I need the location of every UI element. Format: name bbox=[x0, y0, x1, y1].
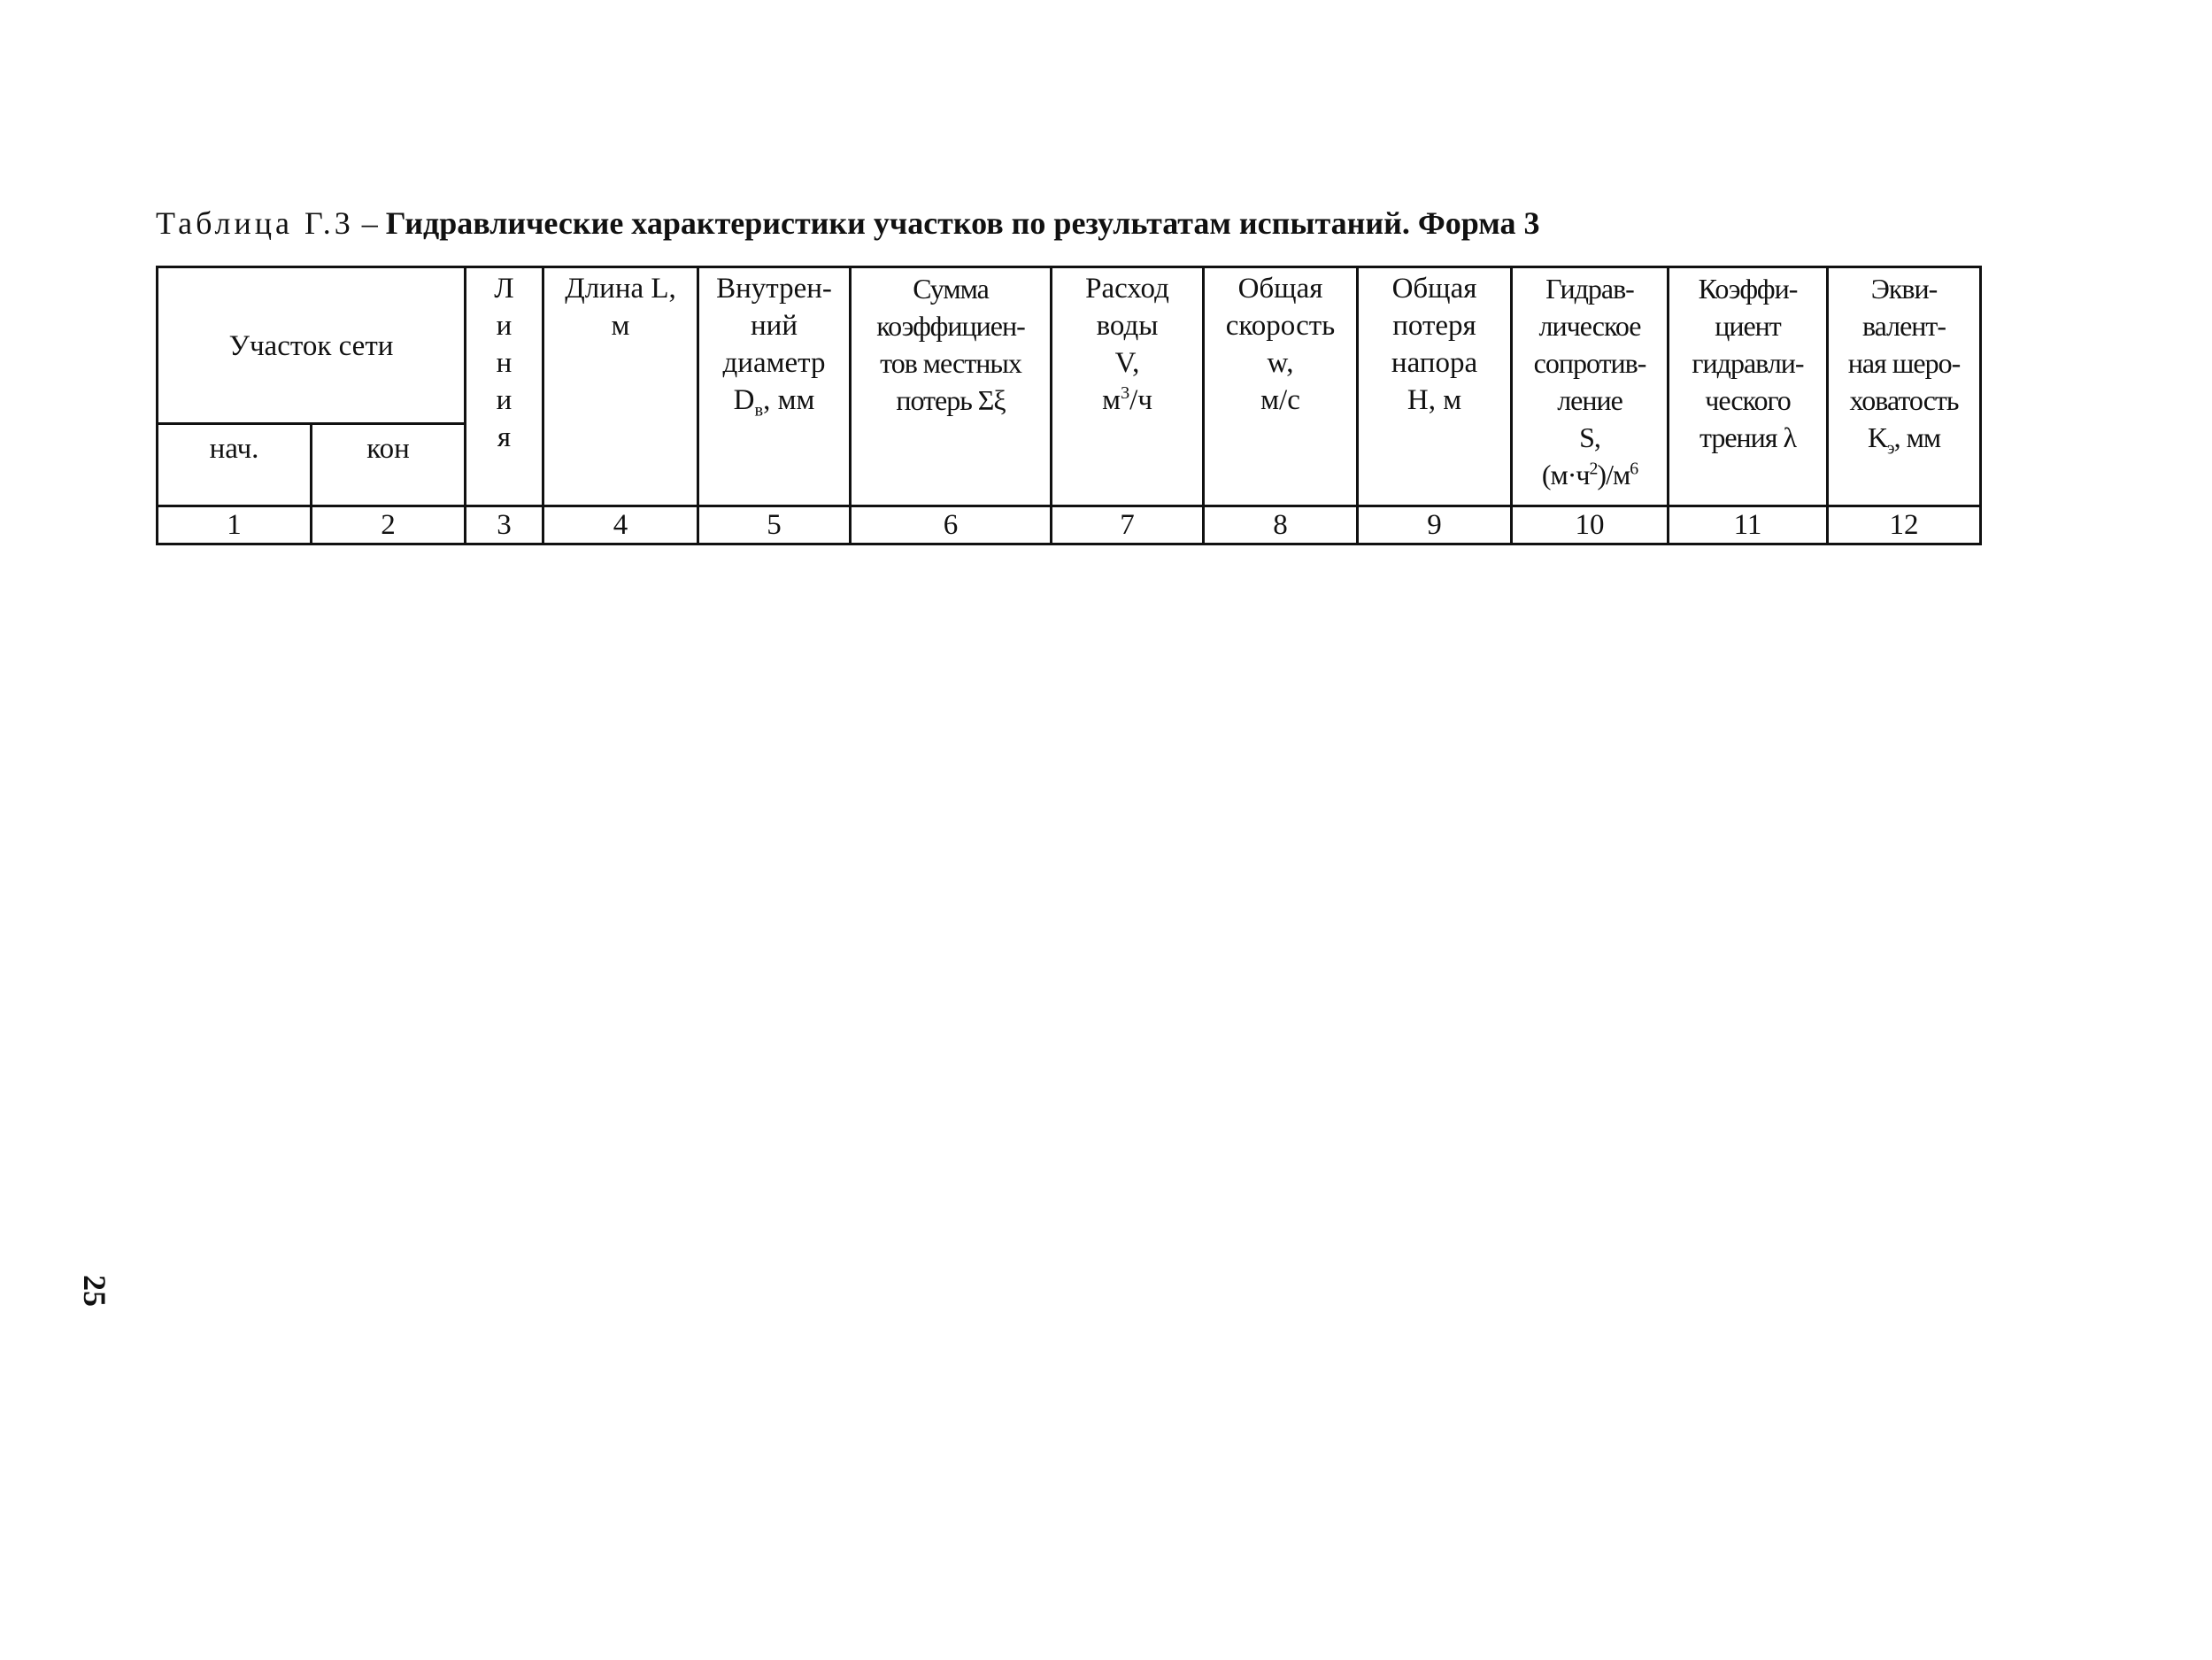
header-friction-text: Коэффи- bbox=[1698, 273, 1798, 305]
header-roughness-text: ховатость bbox=[1849, 384, 1959, 416]
header-water-flow-text: V, bbox=[1114, 347, 1140, 379]
header-resistance-unit bbox=[1514, 456, 1665, 493]
header-line-letter: и bbox=[496, 310, 513, 342]
table-caption-label: Таблица Г.3 bbox=[156, 205, 354, 241]
header-water-flow bbox=[1052, 267, 1204, 506]
subscript-e: э bbox=[1887, 438, 1894, 459]
unit-part: )/м bbox=[1597, 459, 1630, 490]
header-inner-diameter-text: Внутрен- bbox=[716, 273, 832, 305]
header-row-top bbox=[158, 267, 1981, 424]
column-number: 4 bbox=[543, 506, 698, 544]
header-velocity bbox=[1204, 267, 1358, 506]
symbol-k: K bbox=[1867, 421, 1888, 453]
header-hydraulic-resistance bbox=[1512, 267, 1669, 506]
header-local-loss-text: потерь Σξ bbox=[896, 384, 1006, 416]
column-number: 9 bbox=[1358, 506, 1512, 544]
header-velocity-text: скорость bbox=[1225, 310, 1336, 342]
page-number: 25 bbox=[77, 1275, 112, 1307]
column-number: 6 bbox=[851, 506, 1052, 544]
unit-mm: , мм bbox=[763, 384, 815, 416]
header-velocity-text: Общая bbox=[1237, 273, 1323, 305]
table-caption-separator: – bbox=[353, 205, 386, 241]
header-length-unit: м bbox=[611, 310, 630, 342]
unit-superscript: 2 bbox=[1589, 459, 1598, 479]
header-local-loss-text: Сумма bbox=[913, 273, 989, 305]
column-number: 11 bbox=[1669, 506, 1828, 544]
header-water-flow-text: воды bbox=[1096, 310, 1159, 342]
header-equivalent-roughness bbox=[1828, 267, 1981, 506]
header-line bbox=[466, 267, 543, 506]
header-local-loss-sum bbox=[851, 267, 1052, 506]
header-head-loss-unit: H, м bbox=[1407, 384, 1462, 416]
unit-superscript: 6 bbox=[1630, 459, 1638, 479]
header-line-letter: н bbox=[496, 347, 513, 379]
column-number: 2 bbox=[312, 506, 466, 544]
header-network-section bbox=[158, 267, 466, 424]
header-resistance-text: ление bbox=[1557, 384, 1622, 416]
symbol-d: D bbox=[733, 384, 755, 416]
column-number: 3 bbox=[466, 506, 543, 544]
column-number: 8 bbox=[1204, 506, 1358, 544]
header-network-section-label: Участок сети bbox=[228, 330, 394, 362]
header-resistance-text: сопротив- bbox=[1533, 347, 1646, 379]
header-inner-diameter-text: ний bbox=[751, 310, 798, 342]
header-roughness-text: Экви- bbox=[1870, 273, 1938, 305]
header-resistance-text: Гидрав- bbox=[1545, 273, 1634, 305]
unit-part: /ч bbox=[1129, 384, 1152, 416]
header-line-letter: я bbox=[497, 421, 512, 453]
header-head-loss-text: напора bbox=[1391, 347, 1478, 379]
header-friction-text: ческого bbox=[1705, 384, 1791, 416]
unit-superscript: 3 bbox=[1120, 383, 1130, 403]
header-local-loss-text: коэффициен- bbox=[876, 310, 1025, 342]
header-head-loss bbox=[1358, 267, 1512, 506]
unit-part: (м·ч bbox=[1541, 459, 1590, 490]
header-resistance-symbol: S, bbox=[1579, 421, 1600, 453]
column-number: 1 bbox=[158, 506, 312, 544]
header-friction-text: гидравли- bbox=[1692, 347, 1804, 379]
unit-mm: , мм bbox=[1893, 421, 1941, 453]
column-number: 12 bbox=[1828, 506, 1981, 544]
column-number-row bbox=[158, 506, 1981, 544]
header-head-loss-text: потеря bbox=[1392, 310, 1476, 342]
header-friction-coefficient bbox=[1669, 267, 1828, 506]
header-roughness-text: ная шеро- bbox=[1847, 347, 1961, 379]
table-caption-title: Гидравлические характеристики участков по результатам испытаний. Форма 3 bbox=[385, 205, 1540, 241]
header-local-loss-text: тов местных bbox=[880, 347, 1021, 379]
header-length bbox=[543, 267, 698, 506]
hydraulic-characteristics-table bbox=[156, 266, 1982, 545]
column-number: 7 bbox=[1052, 506, 1204, 544]
header-velocity-text: w, bbox=[1267, 347, 1294, 379]
subscript-v: в bbox=[754, 400, 764, 421]
column-number: 10 bbox=[1512, 506, 1669, 544]
header-water-flow-text: Расход bbox=[1085, 273, 1169, 305]
header-end: кон bbox=[312, 424, 466, 506]
unit-part: м bbox=[1102, 384, 1121, 416]
header-inner-diameter bbox=[698, 267, 851, 506]
header-resistance-text: лическое bbox=[1538, 310, 1641, 342]
header-inner-diameter-text: диаметр bbox=[722, 347, 826, 379]
header-roughness-symbol bbox=[1830, 419, 1977, 459]
header-water-flow-unit bbox=[1054, 382, 1200, 419]
table-caption bbox=[156, 204, 1540, 243]
header-line-letter: Л bbox=[494, 273, 514, 305]
header-start: нач. bbox=[158, 424, 312, 506]
column-number: 5 bbox=[698, 506, 851, 544]
header-line-letter: и bbox=[496, 384, 513, 416]
header-friction-symbol: трения λ bbox=[1699, 421, 1797, 453]
header-length-text: Длина L, bbox=[565, 273, 676, 305]
header-roughness-text: валент- bbox=[1861, 310, 1946, 342]
header-inner-diameter-symbol bbox=[701, 382, 847, 419]
header-friction-text: циент bbox=[1715, 310, 1781, 342]
header-head-loss-text: Общая bbox=[1391, 273, 1477, 305]
header-velocity-unit: м/с bbox=[1260, 384, 1300, 416]
